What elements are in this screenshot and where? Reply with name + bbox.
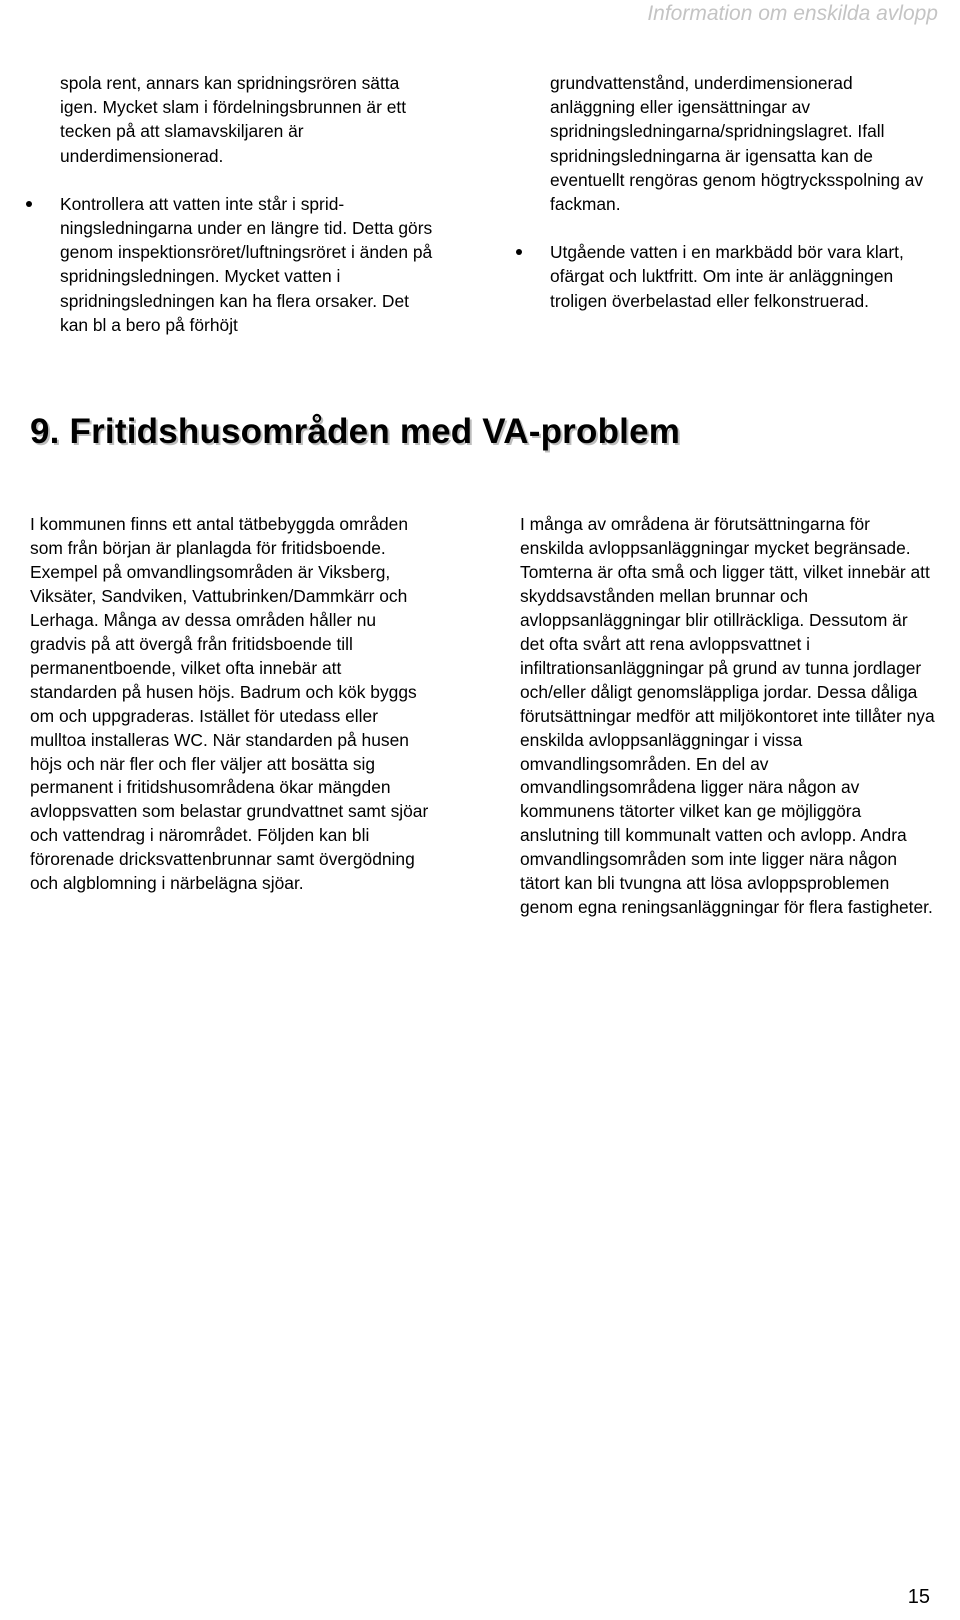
continuation-paragraph: grundvattenstånd, underdimensionerad anläggning eller igensättningar av spridningsledningarna/spridningslagret. Ifall spridningsledningarna är igensatta kan de eventuellt rengöras genom högtrycksspolning av fackman. <box>550 73 924 215</box>
bullet-icon <box>26 201 32 207</box>
bullet-text: Utgående vatten i en markbädd bör vara klart, ofärgat och luktfritt. Om inte är anläggningen troligen överbelastad eller felkonstruerad. <box>550 242 904 311</box>
bullet-icon <box>516 249 522 255</box>
top-right-column <box>550 71 925 313</box>
bullet-list <box>60 192 435 337</box>
body-left-column <box>30 513 430 896</box>
continuation-paragraph: spola rent, annars kan spridningsrören sätta igen. Mycket slam i fördelningsbrunnen är ett tecken på att slamavskiljaren är underdimensionerad. <box>60 73 407 166</box>
top-left-column <box>60 71 435 337</box>
page-number: 15 <box>907 1586 930 1608</box>
section-heading: 9. Fritidshusområden med VA-problem <box>30 412 681 451</box>
body-paragraph: I många av områdena är förutsättningarna för enskilda avloppsanläggningar mycket begränsade. Tomterna är ofta små och ligger tätt, vilket innebär att skyddsavstånden mellan brunnar och avloppsanläggningar blir otillräckliga. Dessutom är det ofta svårt att rena avloppsvattnet i infiltrationsanläggningar på grund av tunna jordlager och/eller dåligt genomsläppliga jordar. Dessa dåliga förutsättningar medför att miljökontoret inte tillåter nya enskilda avloppsanläggningar i vissa omvandlingsområden. En del av omvandlingsområdena ligger nära någon av kommunens tätorter vilket kan ge möjliggöra anslutning till kommunalt vatten och avlopp. Andra omvandlingsområden som inte ligger nära någon tätort kan bli tvungna att lösa avloppsproblemen genom egna reningsanläggningar för flera fastigheter. <box>520 514 935 918</box>
running-header: Information om enskilda avlopp <box>647 2 938 25</box>
bullet-item <box>550 240 925 313</box>
bullet-list <box>550 240 925 313</box>
body-right-column <box>520 513 935 920</box>
bullet-item <box>60 192 435 337</box>
body-paragraph: I kommunen finns ett antal tätbebyggda områden som från början är planlagda för fritidsboende. Exempel på omvandlingsområden är Viksberg, Viksäter, Sandviken, Vattubrinken/Dammkärr och Lerhaga. Många av dessa områden håller nu gradvis på att övergå från fritidsboende till permanentboende, vilket ofta innebär att standarden på husen höjs. Badrum och kök byggs om och uppgraderas. Istället för utedass eller mulltoa installeras WC. När standarden på husen höjs och när fler och fler väljer att bosätta sig permanent i fritidshusområdena ökar mängden avloppsvatten som belastar grundvattnet samt sjöar och vattendrag i närområdet. Följden kan bli förorenade dricksvattenbrunnar samt övergödning och algblomning i närbelägna sjöar. <box>30 514 429 894</box>
bullet-text: Kontrollera att vatten inte står i sprid-ningsledningarna under en längre tid. Detta görs genom inspektionsröret/luftningsröret i änden på spridningsledningen. Mycket vatten i spridningsledningen kan ha flera orsaker. Det kan bl a bero på förhöjt <box>60 193 433 335</box>
